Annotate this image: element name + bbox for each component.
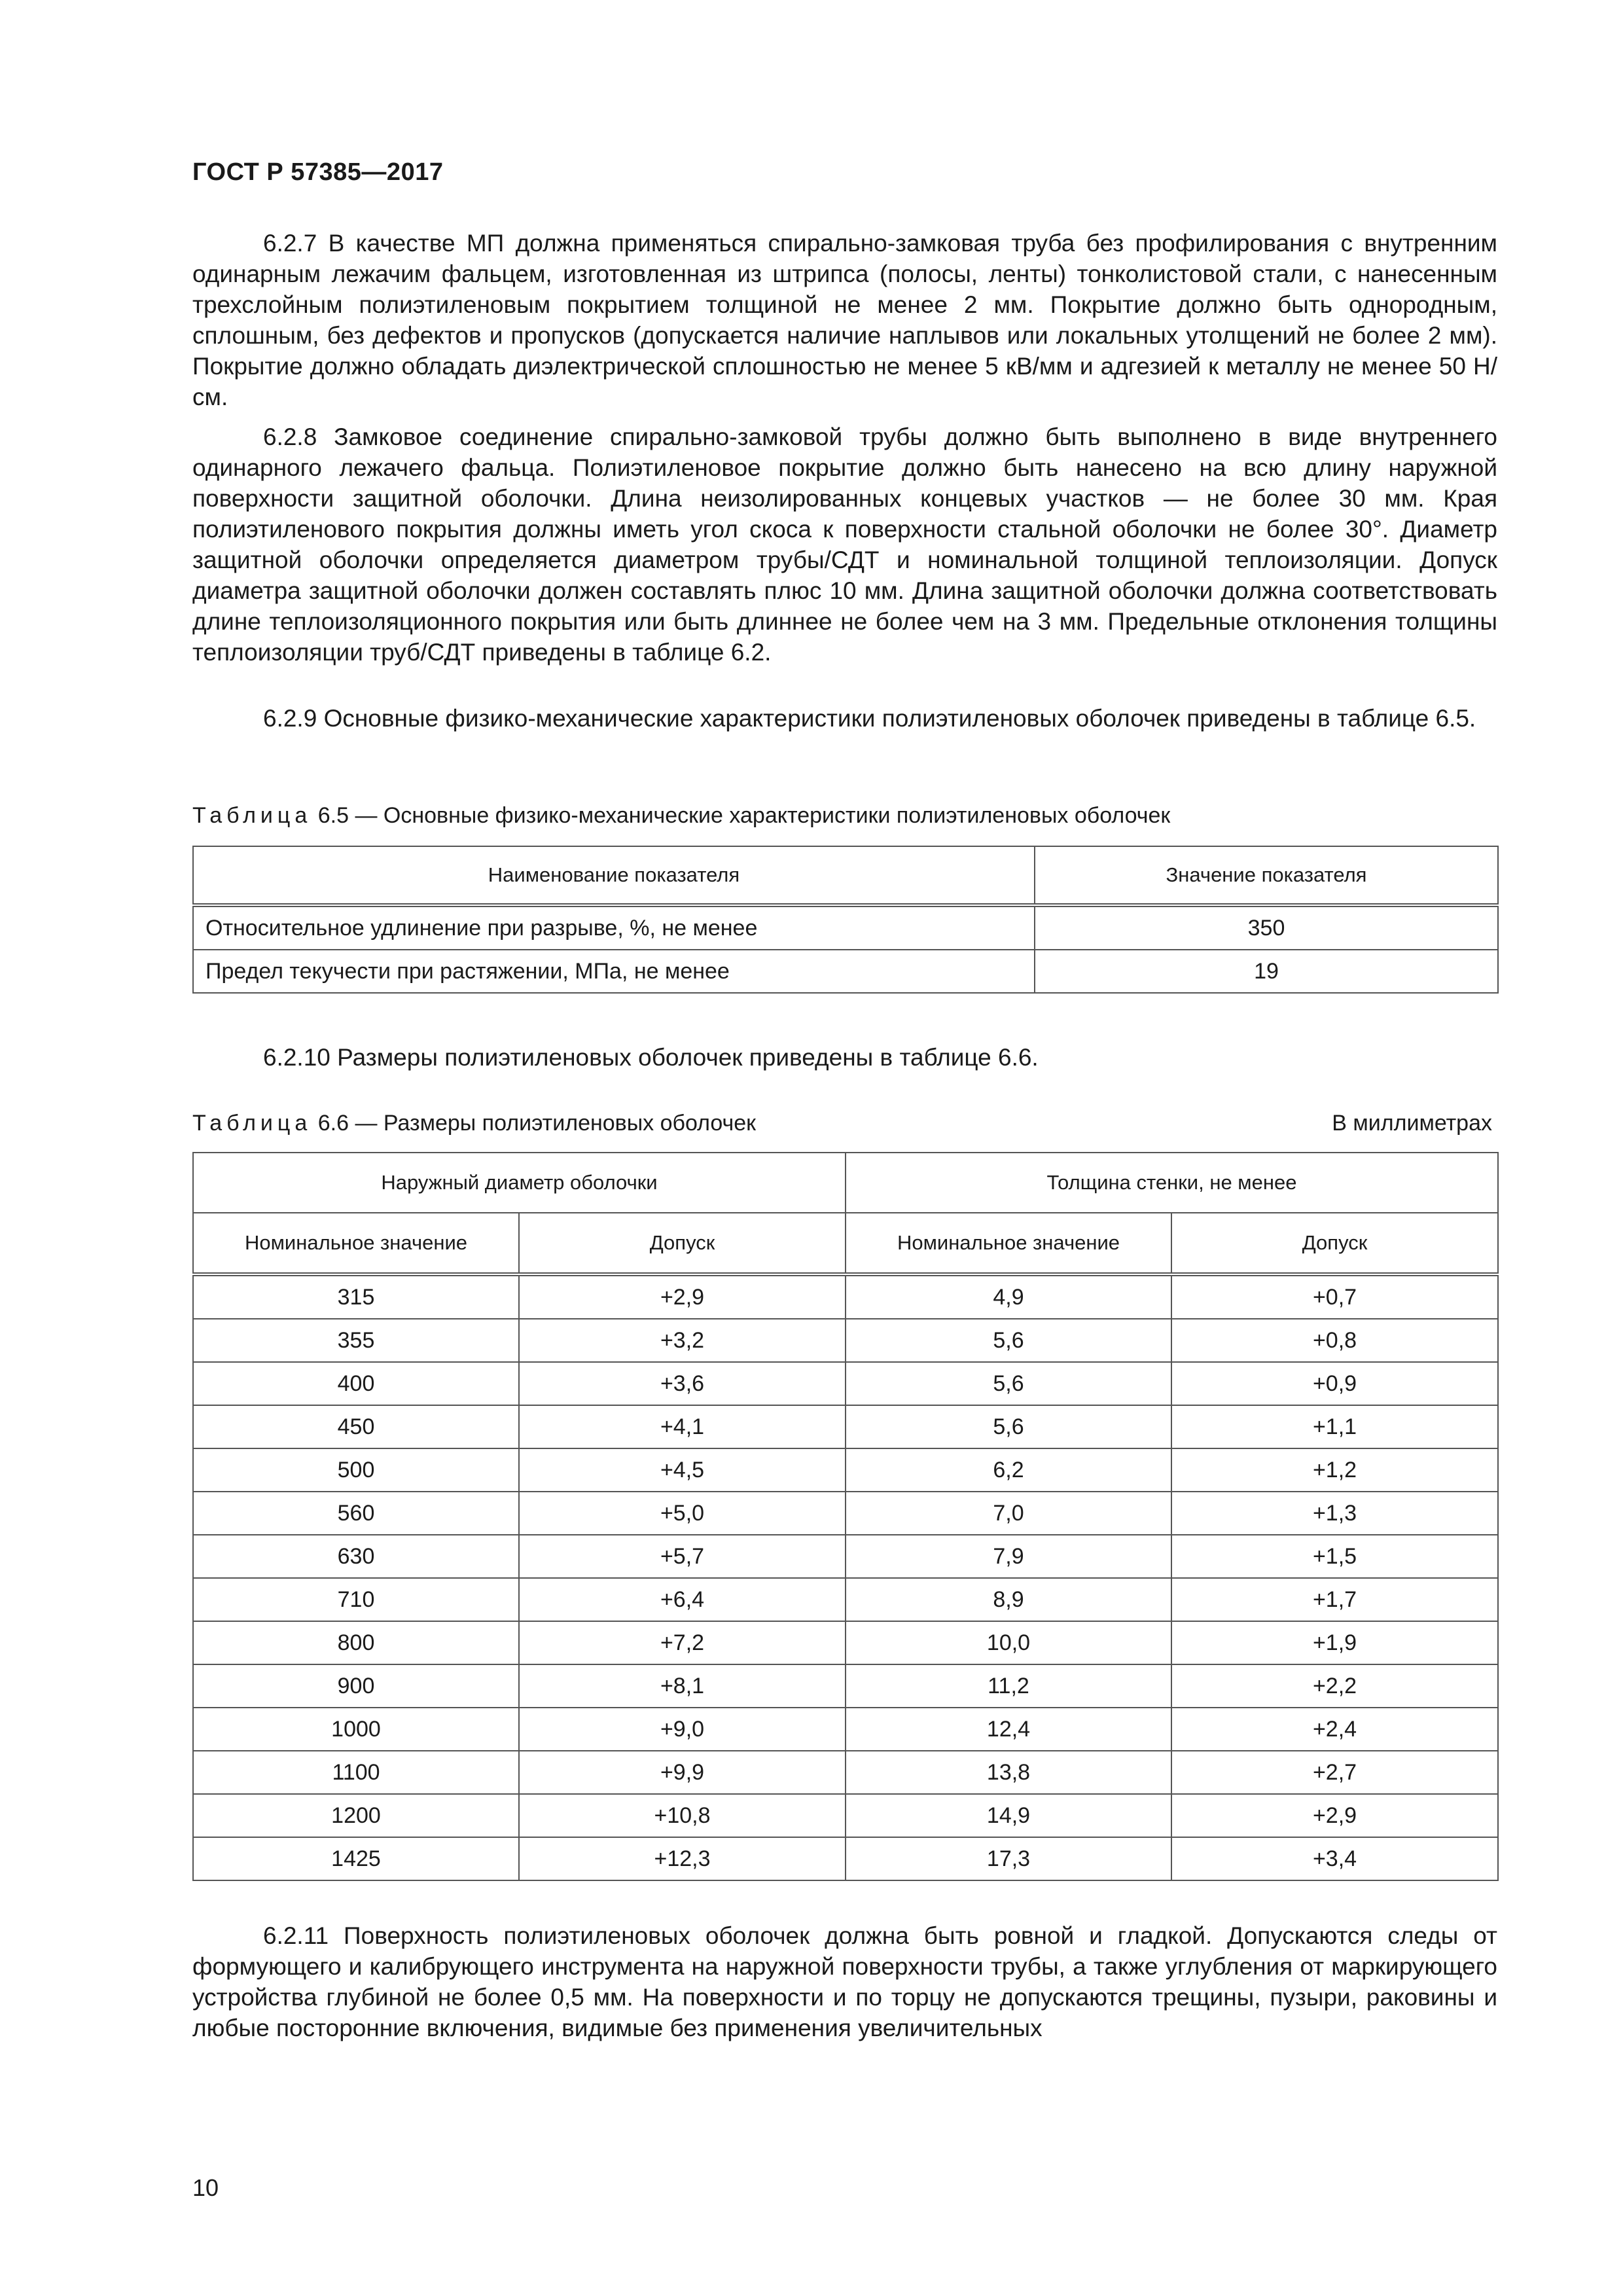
table-cell: 1000 (193, 1708, 519, 1751)
paragraph-6-2-10: 6.2.10 Размеры полиэтиленовых оболочек приведены в таблице 6.6. (263, 1044, 1039, 1071)
table-cell: 12,4 (846, 1708, 1171, 1751)
table-row (193, 1751, 1498, 1794)
table-cell: 560 (193, 1492, 519, 1535)
table-cell: +3,2 (519, 1319, 846, 1362)
table-cell: +7,2 (519, 1621, 846, 1664)
table-row (193, 1405, 1498, 1448)
page-number: 10 (192, 2174, 219, 2201)
table-row (193, 1535, 1498, 1578)
table-cell: 5,6 (846, 1405, 1171, 1448)
table-row (193, 1492, 1498, 1535)
table-cell: +8,1 (519, 1664, 846, 1708)
table-label: Таблица (192, 1111, 312, 1136)
table-cell: +1,7 (1171, 1578, 1498, 1621)
table-cell: 900 (193, 1664, 519, 1708)
table-cell: 7,0 (846, 1492, 1171, 1535)
paragraph-6-2-7: 6.2.7 В качестве МП должна применяться спирально-замковая труба без профилирования с внутренним одинарным лежачим фальцем, изготовленная из штрипса (полосы, ленты) тонколистовой стали, с нанесенным трехслойным полиэтиленовым покрытием толщиной не менее 2 мм. Покрытие должно быть однородным, сплошным, без дефектов и пропусков (допускается наличие наплывов или локальных утолщений не более 2 мм). Покрытие должно обладать диэлектрической сплошностью не менее 5 кВ/мм и адгезией к металлу не менее 50 Н/см. (192, 230, 1497, 410)
table-row (193, 1837, 1498, 1880)
table-cell: 350 (1035, 905, 1498, 950)
table-group-header-row (193, 1153, 1498, 1213)
table-row (193, 1319, 1498, 1362)
table-6-5-caption (192, 802, 1170, 829)
table-cell: Предел текучести при растяжении, МПа, не менее (193, 950, 1035, 993)
table-cell: 11,2 (846, 1664, 1171, 1708)
table-6-6-caption (192, 1110, 756, 1136)
paragraph-6-2-9: 6.2.9 Основные физико-механические характеристики полиэтиленовых оболочек приведены в таблице 6.5. (263, 705, 1476, 732)
table-cell: Относительное удлинение при разрыве, %, не менее (193, 905, 1035, 950)
table-caption-text: 6.5 — Основные физико-механические характеристики полиэтиленовых оболочек (317, 803, 1171, 828)
table-cell: +2,9 (1171, 1794, 1498, 1837)
column-header: Допуск (519, 1213, 846, 1274)
table-cell: +4,1 (519, 1405, 846, 1448)
table-6-6 (192, 1152, 1499, 1881)
table-row (193, 1448, 1498, 1492)
table-header-row (193, 1213, 1498, 1274)
table-cell: 6,2 (846, 1448, 1171, 1492)
table-cell: 1100 (193, 1751, 519, 1794)
column-group-header: Толщина стенки, не менее (846, 1153, 1498, 1213)
table-cell: 710 (193, 1578, 519, 1621)
table-cell: +9,9 (519, 1751, 846, 1794)
table-row (193, 905, 1498, 950)
table-units-note: В миллиметрах (1332, 1111, 1492, 1136)
column-header: Наименование показателя (193, 846, 1035, 905)
table-cell: +3,4 (1171, 1837, 1498, 1880)
table-cell: 4,9 (846, 1274, 1171, 1319)
table-caption-text: 6.6 — Размеры полиэтиленовых оболочек (317, 1111, 757, 1136)
table-cell: +2,7 (1171, 1751, 1498, 1794)
table-cell: +1,3 (1171, 1492, 1498, 1535)
table-row (193, 1708, 1498, 1751)
table-cell: +12,3 (519, 1837, 846, 1880)
table-cell: +1,9 (1171, 1621, 1498, 1664)
table-header-row (193, 846, 1498, 905)
table-row (193, 950, 1498, 993)
table-cell: +0,7 (1171, 1274, 1498, 1319)
table-cell: 630 (193, 1535, 519, 1578)
table-cell: 5,6 (846, 1362, 1171, 1405)
paragraph-6-2-8: 6.2.8 Замковое соединение спирально-замковой трубы должно быть выполнено в виде внутреннего одинарного лежачего фальца. Полиэтиленовое покрытие должно быть нанесено на всю длину наружной поверхности защитной оболочки. Длина неизолированных концевых участков — не более 30 мм. Края полиэтиленового покрытия должны иметь угол скоса к поверхности стальной оболочки не более 30°. Диаметр защитной оболочки определяется диаметром трубы/СДТ и номинальной толщиной теплоизоляции. Допуск диаметра защитной оболочки должен составлять плюс 10 мм. Длина защитной оболочки должна соответствовать длине теплоизоляционного покрытия или быть длиннее не более чем на 3 мм. Предельные отклонения толщины теплоизоляции труб/СДТ приведены в таблице 6.2. (192, 423, 1497, 666)
table-cell: +2,2 (1171, 1664, 1498, 1708)
table-cell: 800 (193, 1621, 519, 1664)
column-group-header: Наружный диаметр оболочки (193, 1153, 846, 1213)
table-row (193, 1621, 1498, 1664)
table-cell: 7,9 (846, 1535, 1171, 1578)
table-cell: 500 (193, 1448, 519, 1492)
column-header: Номинальное значение (193, 1213, 519, 1274)
table-row (193, 1664, 1498, 1708)
table-cell: 14,9 (846, 1794, 1171, 1837)
table-row (193, 1794, 1498, 1837)
table-cell: 10,0 (846, 1621, 1171, 1664)
table-cell: 1425 (193, 1837, 519, 1880)
table-6-5 (192, 846, 1499, 994)
table-cell: 315 (193, 1274, 519, 1319)
table-cell: +3,6 (519, 1362, 846, 1405)
column-header: Допуск (1171, 1213, 1498, 1274)
table-cell: +2,4 (1171, 1708, 1498, 1751)
table-label: Таблица (192, 803, 312, 828)
table-cell: 13,8 (846, 1751, 1171, 1794)
paragraph-6-2-11: 6.2.11 Поверхность полиэтиленовых оболочек должна быть ровной и гладкой. Допускаются следы от формующего и калибрующего инструмента на наружной поверхности трубы, а также углубления от маркирующего устройства глубиной не более 0,5 мм. На поверхности и по торцу не допускаются трещины, пузыри, раковины и любые посторонние включения, видимые без применения увеличительных (192, 1922, 1497, 2041)
table-cell: +10,8 (519, 1794, 846, 1837)
table-cell: +9,0 (519, 1708, 846, 1751)
table-cell: 17,3 (846, 1837, 1171, 1880)
table-cell: +5,0 (519, 1492, 846, 1535)
table-cell: 1200 (193, 1794, 519, 1837)
document-header: ГОСТ Р 57385—2017 (192, 158, 444, 186)
table-body (193, 1274, 1498, 1880)
column-header: Номинальное значение (846, 1213, 1171, 1274)
table-row (193, 1578, 1498, 1621)
table-cell: +2,9 (519, 1274, 846, 1319)
table-row (193, 1362, 1498, 1405)
table-cell: +0,9 (1171, 1362, 1498, 1405)
table-cell: 8,9 (846, 1578, 1171, 1621)
table-row (193, 1274, 1498, 1319)
table-cell: 355 (193, 1319, 519, 1362)
table-cell: +1,5 (1171, 1535, 1498, 1578)
column-header: Значение показателя (1035, 846, 1498, 905)
table-cell: 450 (193, 1405, 519, 1448)
table-cell: +1,1 (1171, 1405, 1498, 1448)
table-cell: 5,6 (846, 1319, 1171, 1362)
table-cell: 19 (1035, 950, 1498, 993)
table-cell: +0,8 (1171, 1319, 1498, 1362)
table-cell: 400 (193, 1362, 519, 1405)
table-cell: +1,2 (1171, 1448, 1498, 1492)
table-cell: +4,5 (519, 1448, 846, 1492)
table-cell: +6,4 (519, 1578, 846, 1621)
table-cell: +5,7 (519, 1535, 846, 1578)
